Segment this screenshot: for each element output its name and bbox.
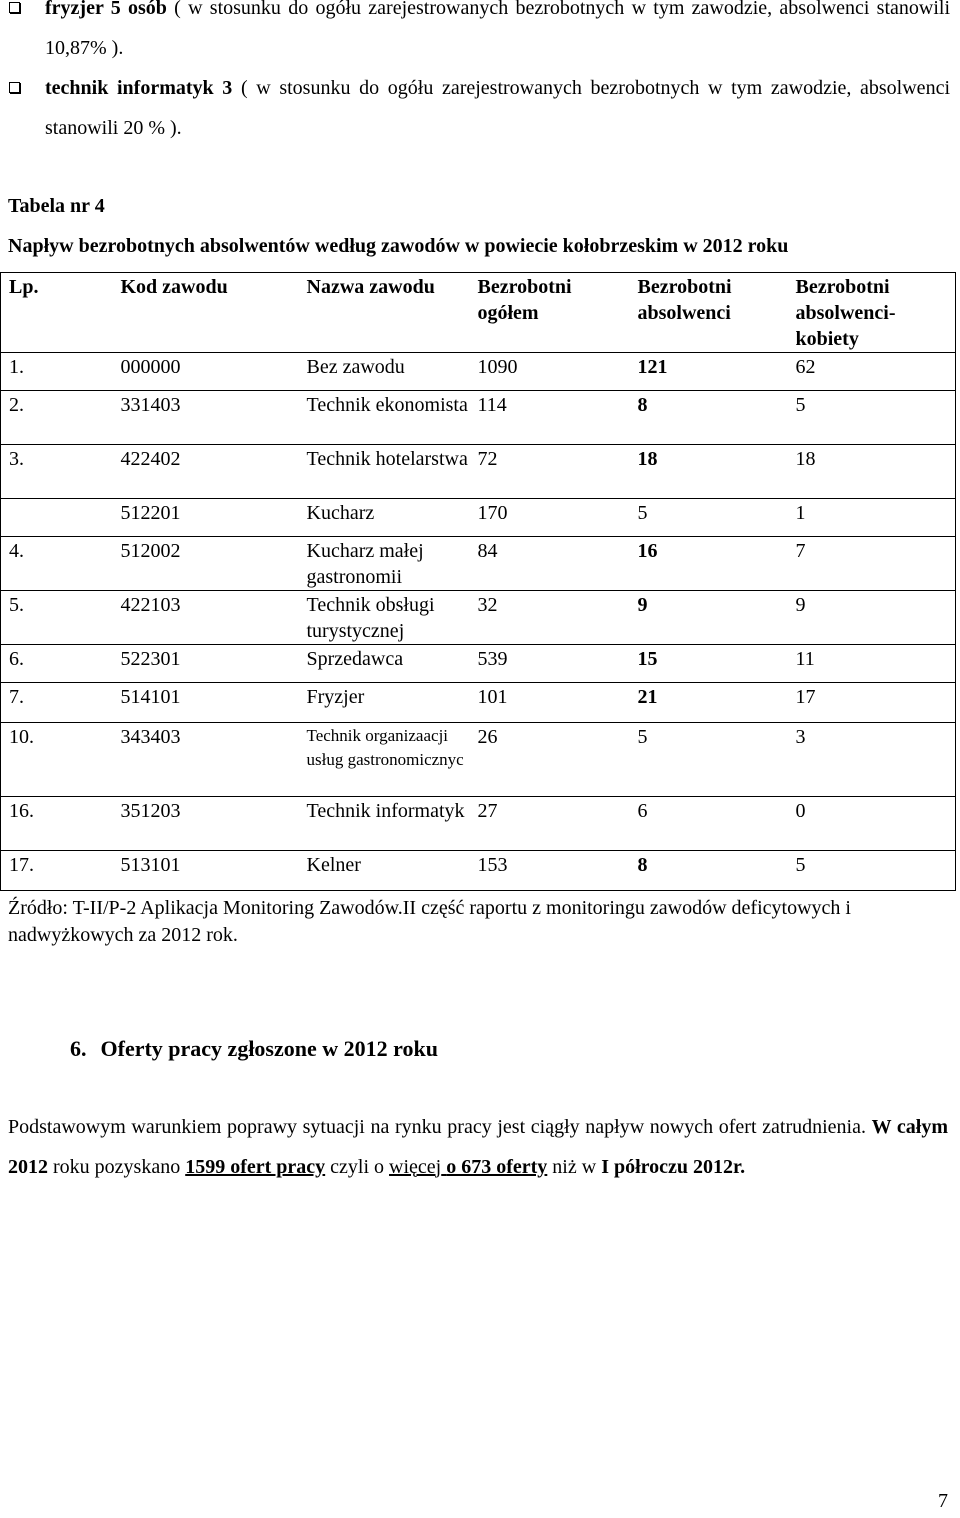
total-cell: 72 (478, 445, 638, 499)
bullet-item (0, 68, 950, 148)
occupation-cell: Technik hotelarstwa (307, 445, 478, 499)
table-row (1, 645, 956, 683)
women-cell: 18 (796, 445, 956, 499)
checkbox-bullet-icon (9, 82, 20, 93)
graduates-cell: 5 (638, 723, 796, 797)
table-row (1, 445, 956, 499)
women-cell: 0 (796, 797, 956, 851)
lp-cell: 4. (1, 537, 121, 591)
section-title: Oferty pracy zgłoszone w 2012 roku (100, 1036, 438, 1061)
lp-cell: 5. (1, 591, 121, 645)
occupation-cell: Kucharz małej gastronomii (307, 537, 478, 591)
graduates-cell: 16 (638, 537, 796, 591)
header-cell: Kod zawodu (121, 273, 307, 353)
total-cell: 170 (478, 499, 638, 537)
code-cell: 422402 (121, 445, 307, 499)
table-row (1, 391, 956, 445)
women-cell: 11 (796, 645, 956, 683)
graduates-cell: 8 (638, 851, 796, 891)
total-cell: 153 (478, 851, 638, 891)
graduates-cell: 8 (638, 391, 796, 445)
lp-cell: 1. (1, 353, 121, 391)
occupation-cell: Kucharz (307, 499, 478, 537)
header-cell: Bezrobotni absolwenci (638, 273, 796, 353)
total-cell: 84 (478, 537, 638, 591)
paragraph-text: czyli o (325, 1155, 390, 1178)
code-cell: 512201 (121, 499, 307, 537)
bullet-text: ( w stosunku do ogółu zarejestrowanych bezrobotnych w tym zawodzie, absolwenci stanowili 10,87% ). (45, 0, 950, 59)
women-cell: 1 (796, 499, 956, 537)
graduates-cell: 5 (638, 499, 796, 537)
women-cell: 17 (796, 683, 956, 723)
paragraph-text: niż w (547, 1155, 602, 1178)
bullet-item (0, 0, 950, 68)
lp-cell: 7. (1, 683, 121, 723)
lp-cell: 10. (1, 723, 121, 797)
occupation-cell: Bez zawodu (307, 353, 478, 391)
code-cell: 000000 (121, 353, 307, 391)
header-cell: Nazwa zawodu (307, 273, 478, 353)
table-row (1, 591, 956, 645)
table-row (1, 499, 956, 537)
graduates-cell: 6 (638, 797, 796, 851)
total-cell: 114 (478, 391, 638, 445)
occupation-cell: Technik ekonomista (307, 391, 478, 445)
bullet-bold: technik informatyk 3 (45, 77, 233, 99)
offers-paragraph (8, 1108, 948, 1187)
women-cell: 5 (796, 851, 956, 891)
table-title: Napływ bezrobotnych absolwentów według zawodów w powiecie kołobrzeskim w 2012 roku (8, 235, 789, 257)
code-cell: 343403 (121, 723, 307, 797)
code-cell: 351203 (121, 797, 307, 851)
code-cell: 514101 (121, 683, 307, 723)
lp-cell: 3. (1, 445, 121, 499)
bullet-list (0, 0, 950, 148)
total-cell: 539 (478, 645, 638, 683)
table-row (1, 353, 956, 391)
lp-cell: 16. (1, 797, 121, 851)
paragraph-bold: W całym 2012 (8, 1116, 948, 1178)
code-cell: 422103 (121, 591, 307, 645)
section-heading (70, 1035, 438, 1063)
unemployed-graduates-table (0, 272, 956, 891)
lp-cell: 17. (1, 851, 121, 891)
women-cell: 3 (796, 723, 956, 797)
total-cell: 26 (478, 723, 638, 797)
code-cell: 331403 (121, 391, 307, 445)
table-label: Tabela nr 4 (8, 195, 105, 217)
occupation-cell: Fryzjer (307, 683, 478, 723)
header-cell: Lp. (1, 273, 121, 353)
paragraph-text: Podstawowym warunkiem poprawy sytuacji na rynku pracy jest ciągły napływ nowych ofert zatrudnienia. (8, 1116, 872, 1138)
table-row (1, 683, 956, 723)
table-header-row (1, 273, 956, 353)
bullet-text: ( w stosunku do ogółu zarejestrowanych bezrobotnych w tym zawodzie, absolwenci stanowili 20 % ). (45, 77, 950, 139)
bullet-bold: fryzjer 5 osób (45, 0, 167, 19)
code-cell: 513101 (121, 851, 307, 891)
paragraph-underlined: więcej (389, 1155, 442, 1178)
occupation-cell: Kelner (307, 851, 478, 891)
women-cell: 5 (796, 391, 956, 445)
occupation-cell: Technik organizaacji usług gastronomicznyc (307, 723, 478, 797)
code-cell: 522301 (121, 645, 307, 683)
paragraph-bold-underlined: 1599 ofert pracy (185, 1155, 326, 1178)
lp-cell (1, 499, 121, 537)
paragraph-bold-underlined: o 673 oferty (446, 1155, 548, 1178)
graduates-cell: 121 (638, 353, 796, 391)
table-row (1, 797, 956, 851)
table-row (1, 851, 956, 891)
graduates-cell: 18 (638, 445, 796, 499)
occupation-cell: Technik obsługi turystycznej (307, 591, 478, 645)
occupation-cell: Sprzedawca (307, 645, 478, 683)
women-cell: 9 (796, 591, 956, 645)
women-cell: 62 (796, 353, 956, 391)
total-cell: 1090 (478, 353, 638, 391)
total-cell: 32 (478, 591, 638, 645)
graduates-cell: 9 (638, 591, 796, 645)
header-cell: Bezrobotni ogółem (478, 273, 638, 353)
graduates-cell: 21 (638, 683, 796, 723)
occupation-cell: Technik informatyk (307, 797, 478, 851)
header-cell: Bezrobotni absolwenci-kobiety (796, 273, 956, 353)
lp-cell: 6. (1, 645, 121, 683)
code-cell: 512002 (121, 537, 307, 591)
table-row (1, 537, 956, 591)
table-row (1, 723, 956, 797)
lp-cell: 2. (1, 391, 121, 445)
paragraph-text: roku pozyskano (48, 1155, 186, 1178)
checkbox-bullet-icon (9, 2, 20, 13)
section-number: 6. (70, 1036, 87, 1061)
total-cell: 27 (478, 797, 638, 851)
women-cell: 7 (796, 537, 956, 591)
total-cell: 101 (478, 683, 638, 723)
page-number: 7 (938, 1490, 948, 1512)
paragraph-bold: I półroczu 2012r. (601, 1155, 746, 1178)
source-note: Źródło: T-II/P-2 Aplikacja Monitoring Zawodów.II część raportu z monitoringu zawodów deficytowych i nadwyżkowych za 2012 rok. (8, 897, 851, 946)
graduates-cell: 15 (638, 645, 796, 683)
